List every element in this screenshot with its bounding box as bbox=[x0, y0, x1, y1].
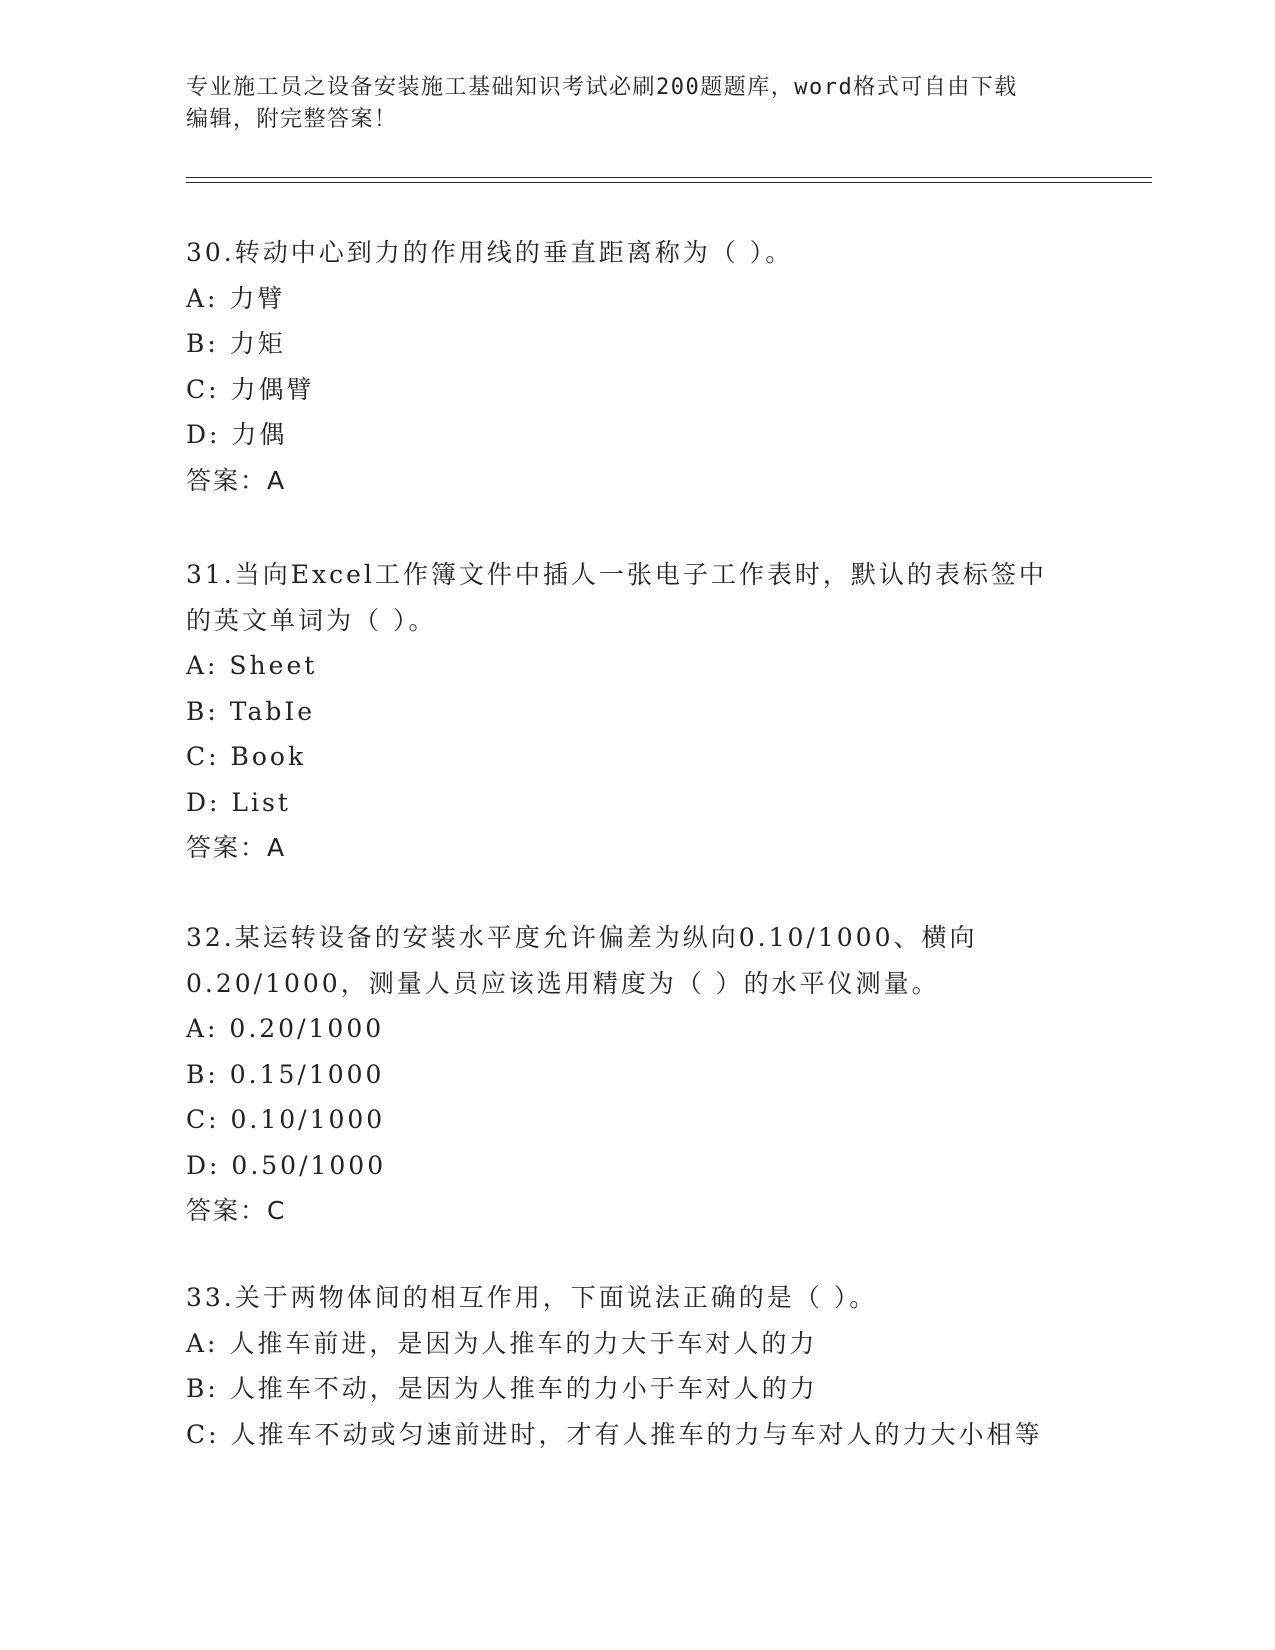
question-stem-continued: 的英文单词为（ ）。 bbox=[186, 605, 437, 635]
option-b: B: 人推车不动，是因为人推车的力小于车对人的力 bbox=[186, 1374, 818, 1403]
question-33 bbox=[186, 1275, 1086, 1457]
header-rule-bottom bbox=[186, 182, 1152, 183]
option-b: B: 力矩 bbox=[186, 329, 286, 358]
question-30 bbox=[186, 230, 1086, 503]
option-b: B: 0.15/1000 bbox=[186, 1059, 385, 1089]
answer-line: 答案：C bbox=[186, 1196, 287, 1225]
option-d: D: 0.50/1000 bbox=[186, 1150, 387, 1180]
option-b: B: TabIe bbox=[186, 696, 316, 726]
header-line-2: 编辑，附完整答案！ bbox=[186, 107, 398, 132]
option-c: C: 0.10/1000 bbox=[186, 1105, 386, 1134]
answer-line: 答案：A bbox=[186, 833, 287, 862]
header-rule-top bbox=[186, 177, 1152, 178]
question-32 bbox=[186, 915, 1086, 1234]
option-d: D: List bbox=[186, 787, 291, 817]
option-a: A: 人推车前进，是因为人推车的力大于车对人的力 bbox=[186, 1328, 818, 1358]
option-c: C: Book bbox=[186, 742, 307, 771]
question-stem: 30.转动中心到力的作用线的垂直距离称为（ ）。 bbox=[186, 238, 794, 267]
option-d: D: 力偶 bbox=[186, 420, 288, 449]
option-a: A: Sheet bbox=[186, 651, 318, 680]
header-line-1: 专业施工员之设备安装施工基础知识考试必刷200题题库，word格式可自由下载 bbox=[186, 75, 1018, 100]
option-a: A: 0.20/1000 bbox=[186, 1014, 385, 1043]
question-stem: 32.某运转设备的安装水平度允许偏差为纵向0.10/1000、横向 bbox=[186, 923, 978, 952]
question-stem: 31.当向Excel工作簿文件中插人一张电子工作表时，默认的表标签中 bbox=[186, 560, 1047, 589]
question-31 bbox=[186, 552, 1086, 871]
option-c: C: 人推车不动或匀速前进时，才有人推车的力与车对人的力大小相等 bbox=[186, 1419, 1043, 1449]
option-a: A: 力臂 bbox=[186, 283, 286, 313]
option-c: C: 力偶臂 bbox=[186, 374, 315, 404]
question-stem-continued: 0.20/1000，测量人员应该选用精度为（ ）的水平仪测量。 bbox=[186, 968, 940, 998]
document-header bbox=[186, 72, 1076, 136]
answer-line: 答案：A bbox=[186, 465, 287, 495]
question-stem: 33.关于两物体间的相互作用，下面说法正确的是（ ）。 bbox=[186, 1283, 878, 1312]
